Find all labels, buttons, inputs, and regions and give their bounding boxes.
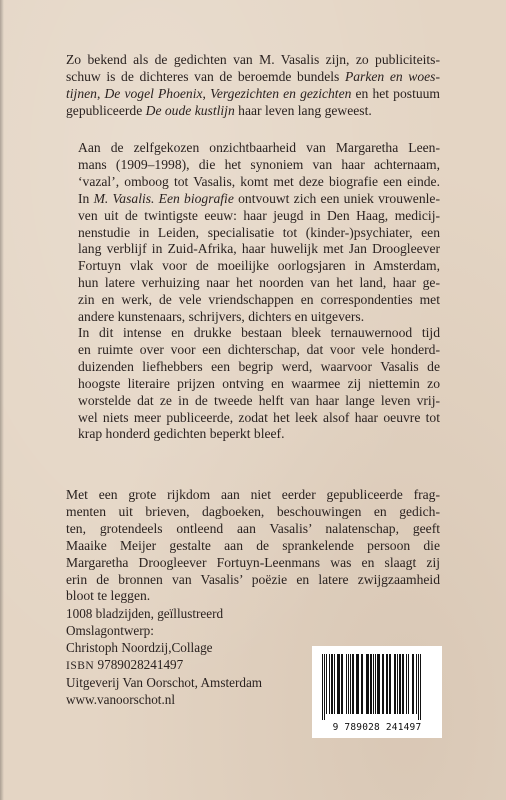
text-run: menten uit brieven, dagboeken, beschouwingen en gedich- xyxy=(66,503,440,519)
barcode-bar xyxy=(397,654,398,714)
text-line xyxy=(66,504,440,521)
barcode-bar xyxy=(370,654,372,714)
text-run: nenstudie in Leiden, specialisatie tot (kinder-)psychiater, een xyxy=(78,224,440,240)
text-line xyxy=(66,555,440,572)
barcode-bar xyxy=(341,654,343,714)
spine-shadow xyxy=(0,0,4,800)
text-run: Margaretha Droogleever Fortuyn-Leenmans was en slaagt zij xyxy=(66,554,440,570)
text-line xyxy=(66,342,440,359)
text-run: Met een grote rijkdom aan niet eerder gepubliceerde frag- xyxy=(66,487,440,502)
isbn-label: ISBN xyxy=(66,659,95,672)
italic-title: Parken en woes- xyxy=(344,68,440,84)
text-line xyxy=(66,157,440,174)
isbn-line xyxy=(66,657,326,675)
text-run: hun latere verhuizing naar het noorden van het land, haar ge- xyxy=(78,275,440,291)
barcode-bar xyxy=(348,654,349,714)
text-line xyxy=(66,174,440,191)
barcode-bar xyxy=(418,654,419,720)
text-line xyxy=(66,140,440,157)
text-run: hoogste literaire prijzen ontving en waarmee zij niettemin zo xyxy=(78,375,440,391)
text-line xyxy=(66,309,440,326)
text-run: ontvouwt zich een uniek vrouwenle- xyxy=(233,190,440,206)
text-run: , xyxy=(96,85,105,101)
text-run: ten, grotendeels ontleend aan Vasalis’ nalatenschap, geeft xyxy=(66,520,440,536)
text-line xyxy=(66,572,440,589)
text-run: duizenden liefhebbers een begrip werd, waarvoor Vasalis de xyxy=(78,358,440,374)
barcode-bar xyxy=(377,654,380,714)
blurb-paragraph-3 xyxy=(66,325,440,443)
barcode-bar xyxy=(373,654,374,714)
text-line xyxy=(66,521,440,538)
italic-title: tijnen xyxy=(66,85,97,101)
text-line xyxy=(66,225,440,242)
barcode-bar xyxy=(375,654,376,714)
barcode-bar xyxy=(382,654,384,714)
text-line xyxy=(66,325,440,342)
barcode-bar xyxy=(366,654,369,714)
barcode-bar xyxy=(386,654,388,714)
blurb-paragraph-1 xyxy=(66,52,440,120)
text-run: ‘vazal’, omboog tot Vasalis, komt met deze biografie een einde. xyxy=(78,173,440,189)
text-line xyxy=(66,376,440,393)
blurb-paragraph-4 xyxy=(66,487,440,605)
barcode-digits: 9 789028 241497 xyxy=(332,722,422,733)
text-line xyxy=(66,103,440,120)
text-line xyxy=(66,208,440,225)
barcode-bar xyxy=(402,654,404,714)
barcode-bar xyxy=(322,654,323,720)
barcode-bar xyxy=(329,654,330,714)
text-run: mans (1909–1998), die het synoniem van haar achternaam, xyxy=(78,156,440,172)
text-run: krap honderd gedichten beperkt bleef. xyxy=(78,426,285,442)
text-run: Maaike Meijer gestalte aan de sprankelende persoon die xyxy=(66,537,440,553)
text-run: haar leven lang geweest. xyxy=(234,102,372,118)
text-run: gepubliceerde xyxy=(66,102,146,118)
text-line xyxy=(66,52,440,69)
text-line xyxy=(66,588,440,605)
publisher: Uitgeverij Van Oorschot, Amsterdam xyxy=(66,674,263,690)
text-run: In dit intense en drukke bestaan bleek ternauwernood tijd xyxy=(78,325,440,340)
text-run: Zo bekend als de gedichten van M. Vasalis zijn, zo publiciteits- xyxy=(66,52,440,67)
italic-title: Vergezichten en gezichten xyxy=(210,85,352,101)
barcode-bar xyxy=(356,654,359,714)
cover-design-label: Omslagontwerp: xyxy=(66,622,154,638)
text-run: zin en werk, de vele vriendschappen en correspondenties met xyxy=(78,292,440,308)
barcode-bar xyxy=(408,654,409,714)
italic-title: De oude kustlijn xyxy=(145,102,235,118)
barcode-bar xyxy=(412,654,414,714)
page-count: 1008 bladzijden, geïllustreerd xyxy=(66,606,224,621)
colophon xyxy=(66,606,326,708)
barcode-bar xyxy=(337,654,340,714)
text-run: en ruimte over voor een dichterschap, dat voor vele honderd- xyxy=(78,341,440,357)
barcode-bar xyxy=(326,654,327,714)
text-run: wel niets meer publiceerde, zodat het leek alsof haar oeuvre tot xyxy=(78,409,440,425)
text-line xyxy=(66,275,440,292)
text-run: worstelde dat ze in de tweede helft van haar lange leven vrij- xyxy=(78,392,440,408)
text-run: schuw is de dichteres van de beroemde bundels xyxy=(66,68,345,84)
text-run: , xyxy=(202,85,211,101)
barcode-label xyxy=(312,646,442,738)
barcode-bar xyxy=(361,654,363,714)
cover-designer: Christoph Noordzij,Collage xyxy=(66,639,213,655)
barcode xyxy=(318,654,436,720)
isbn-value: 9789028241497 xyxy=(97,656,184,672)
barcode-bar xyxy=(416,654,417,714)
barcode-bar xyxy=(324,654,325,720)
text-line xyxy=(66,86,440,103)
text-line xyxy=(66,410,440,427)
text-line xyxy=(66,393,440,410)
website: www.vanoorschot.nl xyxy=(66,691,176,707)
barcode-bar xyxy=(352,654,354,714)
text-run: erin de bronnen van Vasalis’ poëzie en latere zwijgzaamheid xyxy=(66,571,440,587)
text-line xyxy=(66,538,440,555)
barcode-bar xyxy=(389,654,391,714)
text-run: ven uit de twintigste eeuw: haar jeugd in Den Haag, medicij- xyxy=(78,207,440,223)
text-line xyxy=(66,69,440,86)
text-line xyxy=(66,258,440,275)
text-line xyxy=(66,292,440,309)
barcode-bar xyxy=(394,654,396,714)
barcode-bar xyxy=(420,654,421,720)
barcode-bar xyxy=(399,654,401,714)
barcode-bar xyxy=(350,654,351,714)
text-run: en het postuum xyxy=(351,85,441,101)
barcode-bar xyxy=(334,654,335,714)
barcode-bar xyxy=(331,654,333,714)
barcode-bar xyxy=(406,654,407,714)
italic-title: M. Vasalis. Een biografie xyxy=(93,190,234,206)
text-line xyxy=(66,241,440,258)
text-line xyxy=(66,359,440,376)
text-run: andere kunstenaars, schrijvers, dichters en uitgevers. xyxy=(78,309,365,325)
blurb-paragraph-2 xyxy=(66,140,440,326)
text-line xyxy=(66,426,440,443)
text-run: Fortuyn vlak voor de moeilijke oorlogsjaren in Amsterdam, xyxy=(78,258,440,274)
text-line xyxy=(66,487,440,504)
barcode-bar xyxy=(346,654,347,714)
text-run: lang verblijf in Zuid-Afrika, haar huwelijk met Jan Droogleever xyxy=(78,241,440,257)
italic-title: De vogel Phoenix xyxy=(104,85,203,101)
text-run: bloot te leggen. xyxy=(66,588,151,604)
text-line xyxy=(66,191,440,208)
text-run: Aan de zelfgekozen onzichtbaarheid van Margaretha Leen- xyxy=(78,140,440,155)
text-run: In xyxy=(78,190,94,206)
